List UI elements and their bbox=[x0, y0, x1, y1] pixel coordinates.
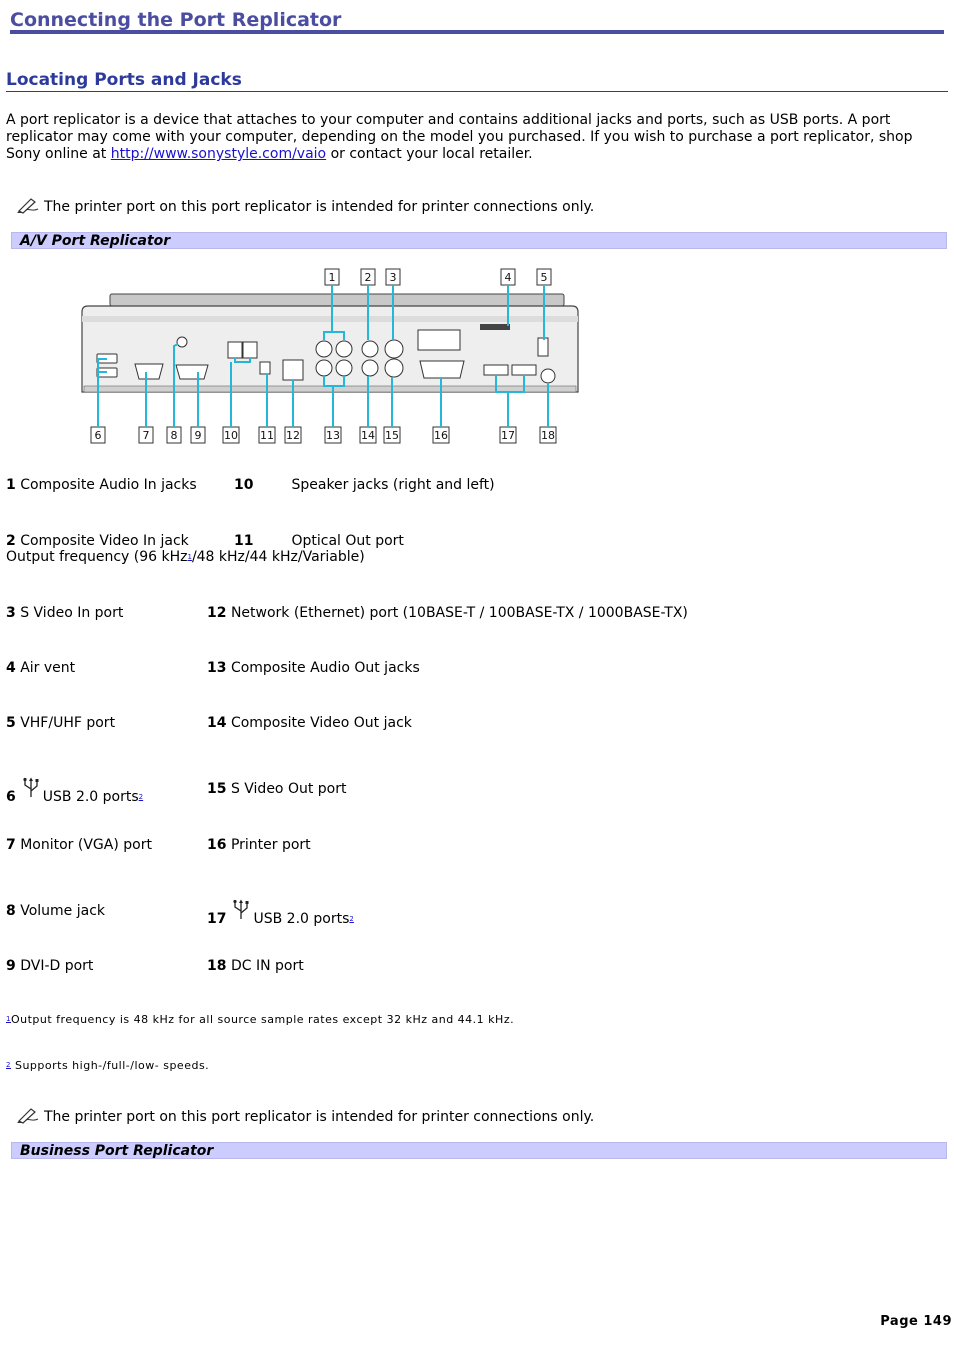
callout-12: 12 bbox=[286, 429, 300, 442]
callout-11: 11 bbox=[260, 429, 274, 442]
section-heading: Locating Ports and Jacks bbox=[6, 70, 948, 92]
callout-1: 1 bbox=[328, 271, 336, 284]
callout-6: 6 bbox=[94, 429, 102, 442]
callout-14: 14 bbox=[361, 429, 375, 442]
note-1-text: The printer port on this port replicator is intended for printer connections only. bbox=[44, 199, 595, 215]
callout-10: 10 bbox=[224, 429, 238, 442]
item-1: 1 Composite Audio In jacks bbox=[6, 477, 197, 493]
note-1 bbox=[16, 196, 594, 216]
item-15: 15 S Video Out port bbox=[207, 781, 347, 797]
callout-18: 18 bbox=[541, 429, 555, 442]
item-17: 17 USB 2.0 ports$^2$ bbox=[207, 899, 354, 928]
item-11: 11 Optical Out port bbox=[234, 533, 404, 549]
footnote-2: $^2$ Supports high-/full-/low- speeds. bbox=[6, 1059, 210, 1072]
item-8: 8 Volume jack bbox=[6, 903, 105, 919]
av-port-replicator-bar: A/V Port Replicator bbox=[11, 232, 947, 249]
bottom-label-boxes bbox=[91, 427, 556, 443]
intro-text-end: or contact your local retailer. bbox=[326, 146, 533, 162]
sonystyle-link[interactable]: http://www.sonystyle.com/vaio bbox=[110, 146, 327, 162]
item-6: 6 USB 2.0 ports$^2$ bbox=[6, 777, 143, 806]
callout-9: 9 bbox=[194, 429, 202, 442]
footnote-ref-2b[interactable]: 2 bbox=[349, 915, 354, 923]
item-7: 7 Monitor (VGA) port bbox=[6, 837, 152, 853]
intro-text: A port replicator is a device that attaches to your computer and contains additional jacks and ports, such as USB ports. A port replicator may come with your computer, depending on the model you purchased. If you wish to purchase a port replicator, shop Sony online at bbox=[6, 112, 913, 162]
item-5: 5 VHF/UHF port bbox=[6, 715, 116, 731]
top-label-boxes bbox=[325, 269, 551, 285]
callout-5: 5 bbox=[540, 271, 548, 284]
callout-15: 15 bbox=[385, 429, 399, 442]
item-11-detail: Output frequency (96 kHz$^1$/48 kHz/44 kHz/Variable) bbox=[6, 549, 365, 565]
footnote-ref-2[interactable]: 2 bbox=[138, 793, 144, 801]
callout-3: 3 bbox=[389, 271, 397, 284]
item-16: 16 Printer port bbox=[207, 837, 311, 853]
item-14: 14 Composite Video Out jack bbox=[207, 715, 412, 731]
item-3: 3 S Video In port bbox=[6, 605, 124, 621]
item-2: 2 Composite Video In jack bbox=[6, 533, 189, 549]
note-pen-icon bbox=[16, 1106, 40, 1124]
usb-icon bbox=[22, 777, 40, 797]
footnote-mark-2[interactable]: 2 bbox=[6, 1061, 11, 1069]
callout-13: 13 bbox=[326, 429, 340, 442]
note-2-text: The printer port on this port replicator is intended for printer connections only. bbox=[44, 1109, 595, 1125]
footnote-ref-1[interactable]: 1 bbox=[187, 553, 192, 561]
footnote-mark-1[interactable]: 1 bbox=[6, 1015, 11, 1023]
callout-4: 4 bbox=[504, 271, 512, 284]
item-13: 13 Composite Audio Out jacks bbox=[207, 660, 420, 676]
item-12: 12 Network (Ethernet) port (10BASE-T / 100BASE-TX / 1000BASE-TX) bbox=[207, 605, 688, 621]
page-title: Connecting the Port Replicator bbox=[10, 8, 944, 34]
intro-paragraph bbox=[6, 112, 936, 163]
item-4: 4 Air vent bbox=[6, 660, 76, 676]
port-replicator-diagram bbox=[70, 262, 590, 448]
callout-16: 16 bbox=[434, 429, 448, 442]
footnote-1: $^1$Output frequency is 48 kHz for all source sample rates except 32 kHz and 44.1 kHz. bbox=[6, 1013, 515, 1026]
callout-7: 7 bbox=[142, 429, 150, 442]
usb-icon bbox=[232, 899, 250, 919]
item-10: 10 Speaker jacks (right and left) bbox=[234, 477, 495, 493]
page-number: Page 149 bbox=[880, 1314, 952, 1329]
callout-2: 2 bbox=[364, 271, 372, 284]
business-port-replicator-bar: Business Port Replicator bbox=[11, 1142, 947, 1159]
note-2 bbox=[16, 1106, 594, 1126]
note-pen-icon bbox=[16, 196, 40, 214]
callout-8: 8 bbox=[170, 429, 178, 442]
item-18: 18 DC IN port bbox=[207, 958, 304, 974]
callout-17: 17 bbox=[501, 429, 515, 442]
item-9: 9 DVI-D port bbox=[6, 958, 94, 974]
